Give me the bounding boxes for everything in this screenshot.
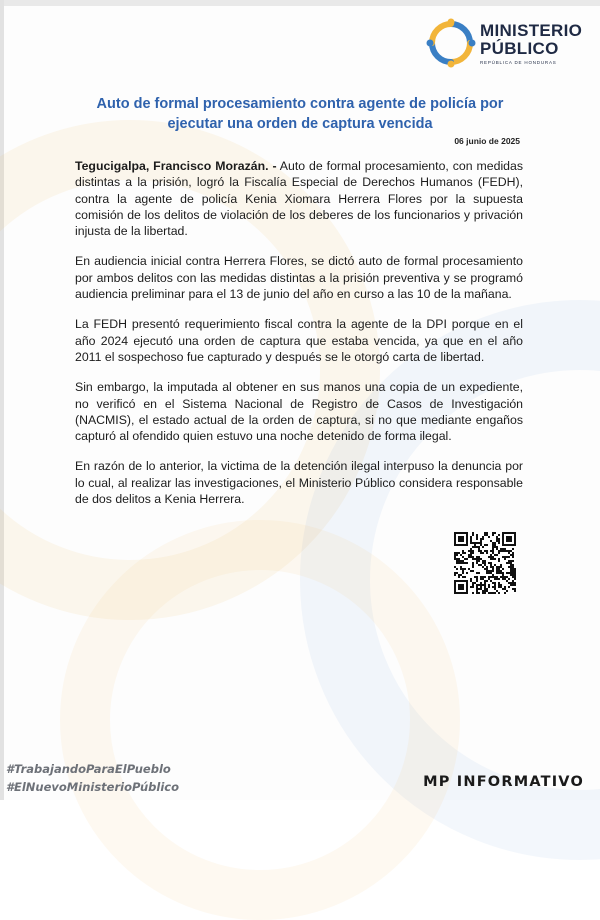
logo-subtitle: REPÚBLICA DE HONDURAS — [480, 60, 557, 65]
hashtags — [6, 760, 179, 796]
paragraph-2: En audiencia inicial contra Herrera Flores, se dictó auto de formal procesamiento por ambos delitos con las medidas distintas a la prisión preventiva y se programó audiencia preliminar para el 13 de junio del año en curso a las 10 de la mañana. — [75, 254, 523, 302]
publication-date: 06 junio de 2025 — [454, 136, 520, 146]
watermark-arc — [60, 520, 460, 920]
paragraph-4: Sin embargo, la imputada al obtener en sus manos una copia de un expediente, no verificó en el Sistema Nacional de Registro de Casos de Investigación (NACMIS), el estado actual de la orden de captura, si no que mediante engaños capturó al ofendido quien estuvo una noche detenido de forma ilegal. — [75, 380, 523, 444]
logo-line-1: MINISTERIO — [480, 21, 583, 40]
qr-code-icon[interactable] — [454, 532, 516, 594]
paragraph-1 — [75, 158, 523, 239]
left-border — [0, 0, 4, 800]
mp-informativo-brand: MP INFORMATIVO — [423, 774, 584, 790]
top-border — [0, 0, 600, 6]
ministerio-publico-emblem-icon — [426, 18, 476, 68]
title-line-1: Auto de formal procesamiento contra agente de policía por — [96, 96, 504, 112]
paragraph-3: La FEDH presentó requerimiento fiscal contra la agente de la DPI porque en el año 2024 ejecutó una orden de captura que estaba vencida, ya que en el año 2011 el sospechoso fue capturado y después se le otorgó carta de libertad. — [75, 317, 523, 364]
logo-wordmark — [480, 22, 582, 65]
hashtag-trabajando[interactable]: #TrabajandoParaElPueblo — [6, 762, 171, 776]
hashtag-nuevo-ministerio[interactable]: #ElNuevoMinisterioPúblico — [6, 780, 180, 794]
logo-line-2: PÚBLICO — [480, 39, 559, 58]
article-body — [75, 158, 523, 521]
ministerio-publico-logo — [426, 14, 590, 78]
dateline: Tegucigalpa, Francisco Morazán. - — [75, 159, 277, 173]
paragraph-1-text: Auto de formal procesamiento, con medidas distintas a la prisión, logró la Fiscalía Especial de Derechos Humanos (FEDH), contra la agente de policía Kenia Xiomara Herrera Flores por la supuesta comisión de los delitos de violación de los deberes de los funcionarios y privación injusta de la libertad. — [75, 159, 523, 239]
title-line-2: ejecutar una orden de captura vencida — [167, 116, 433, 132]
paragraph-5: En razón de lo anterior, la victima de la detención ilegal interpuso la denuncia por lo cual, al realizar las investigaciones, el Ministerio Público considera responsable de dos delitos a Kenia Herrera. — [75, 459, 523, 507]
article-title — [70, 94, 530, 134]
